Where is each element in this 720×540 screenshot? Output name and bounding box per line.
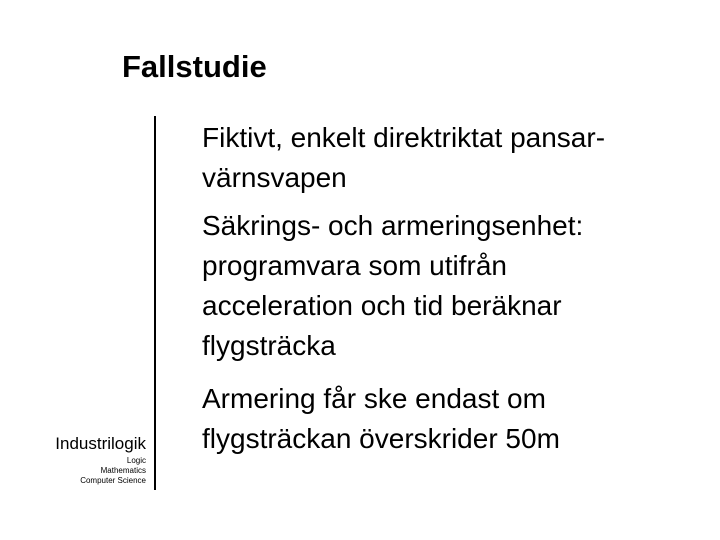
paragraph-safety-unit: Säkrings- och armeringsenhet: programvara som utifrån acceleration och tid beräknar flygsträcka	[202, 210, 584, 361]
paragraph-weapon-description: Fiktivt, enkelt direktriktat pansar- värnsvapen	[202, 122, 606, 193]
logo-subtitle-computer-science: Computer Science	[80, 476, 146, 485]
vertical-divider	[154, 116, 156, 490]
slide-title: Fallstudie	[122, 49, 267, 84]
paragraph-arming-condition: Armering får ske endast om flygsträckan överskrider 50m	[202, 383, 560, 454]
logo-subtitle-logic: Logic	[126, 456, 146, 465]
logo-subtitle-mathematics: Mathematics	[100, 466, 146, 475]
logo-name: Industrilogik	[55, 434, 146, 453]
industrilogik-logo	[10, 432, 146, 486]
